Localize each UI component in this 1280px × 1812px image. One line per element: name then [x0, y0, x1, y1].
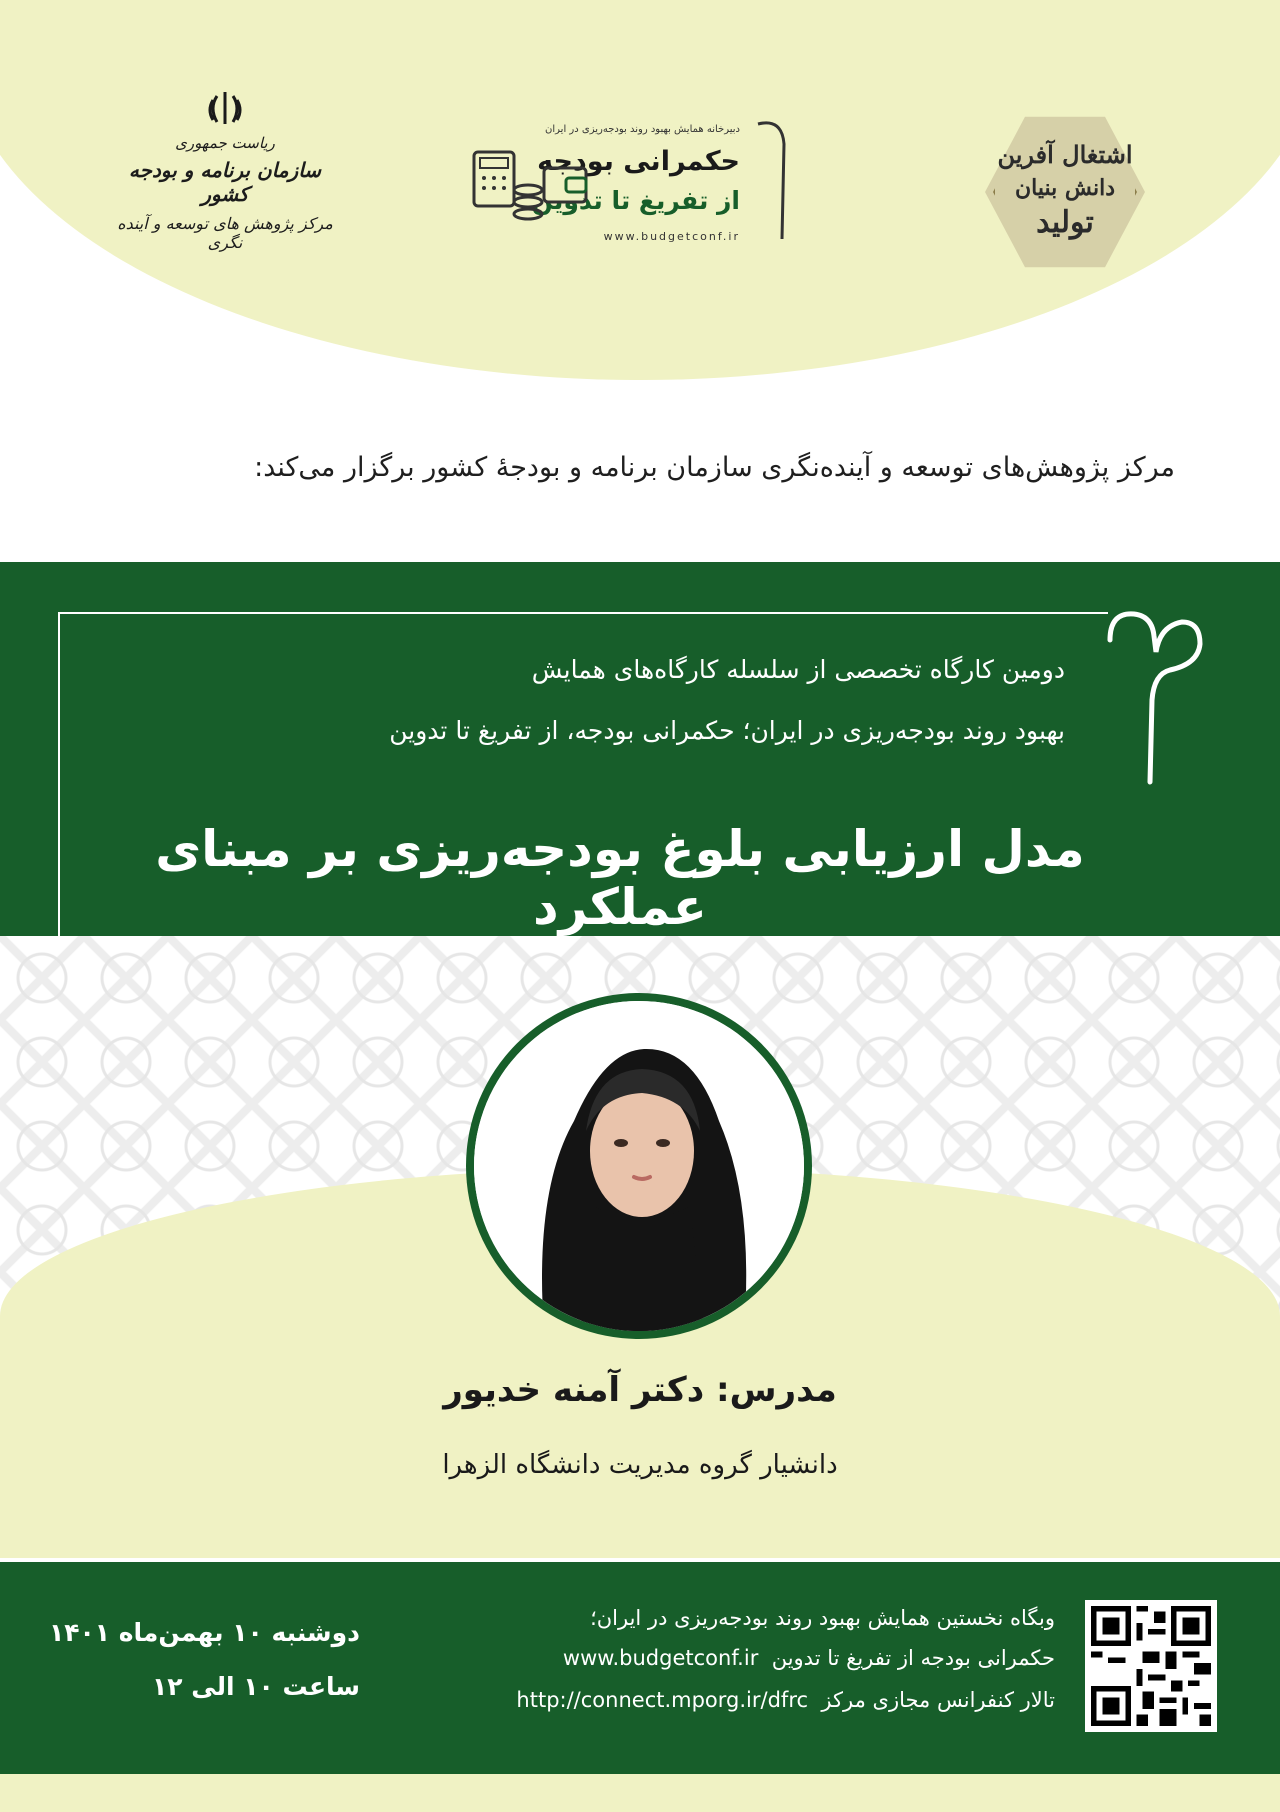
- footer-conference-name: حکمرانی بودجه از تفریغ تا تدوین: [771, 1646, 1055, 1670]
- speaker-photo: [474, 1001, 804, 1331]
- footer-website-caption: وبگاه نخستین همایش بهبود روند بودجه‌ریزی در ایران؛: [590, 1606, 1055, 1630]
- slogan-line-3: تولید: [1036, 205, 1094, 240]
- conference-logo-tagline: از تفریغ تا تدوین: [531, 186, 740, 215]
- conference-logo-subtitle: دبیرخانه همایش بهبود روند بودجه‌ریزی در ایران: [545, 124, 740, 135]
- speaker-portrait-icon: [474, 1001, 804, 1331]
- conference-logo-url: www.budgetconf.ir: [603, 230, 740, 243]
- slogan-line-2: دانش بنیان: [1015, 175, 1115, 201]
- qr-code[interactable]: [1085, 1600, 1217, 1732]
- plan-budget-org-logo: [110, 88, 340, 258]
- lecturer-affiliation: دانشیار گروه مدیریت دانشگاه الزهرا: [442, 1450, 838, 1480]
- footer-virtual-hall-line: [355, 1688, 1055, 1712]
- series-line-1: دومین کارگاه تخصصی از سلسله کارگاه‌های همایش: [531, 655, 1065, 684]
- calculator-coins-wallet-icon: [470, 146, 590, 236]
- event-date: دوشنبه ۱۰ بهمن‌ماه ۱۴۰۱: [49, 1618, 360, 1647]
- conference-logo: [470, 110, 800, 250]
- conference-logo-title: حکمرانی بودجه: [537, 146, 740, 177]
- workshop-number-two-icon: [1090, 600, 1210, 790]
- bottom-bar: [0, 1774, 1280, 1812]
- slogan-line-1: اشتغال آفرین: [997, 140, 1133, 169]
- organizer-statement: مرکز پژوهش‌های توسعه و آینده‌نگری سازمان برنامه و بودجهٔ کشور برگزار می‌کند:: [254, 452, 1175, 483]
- lecturer-name: مدرس: دکتر آمنه خدیور: [443, 1370, 837, 1410]
- qr-code-icon: [1091, 1606, 1211, 1726]
- plan-budget-org-name: سازمان برنامه و بودجه کشور: [128, 158, 322, 206]
- iran-emblem-icon: [205, 88, 245, 128]
- series-line-2: بهبود روند بودجه‌ریزی در ایران؛ حکمرانی بودجه، از تفریغ تا تدوین: [389, 716, 1065, 745]
- production-slogan-logo: [985, 112, 1145, 272]
- number-one-icon: [752, 114, 792, 246]
- footer-virtual-hall-label: تالار کنفرانس مجازی مرکز: [821, 1688, 1055, 1712]
- presidency-label: ریاست جمهوری: [175, 134, 275, 152]
- workshop-title: مدل ارزیابی بلوغ بودجه‌ریزی بر مبنای عملکرد: [155, 820, 1085, 936]
- footer-virtual-hall-link[interactable]: http://connect.mporg.ir/dfrc: [516, 1688, 809, 1712]
- footer-website-line: [355, 1646, 1055, 1670]
- event-time: ساعت ۱۰ الی ۱۲: [152, 1672, 360, 1701]
- footer-website-link[interactable]: www.budgetconf.ir: [562, 1646, 759, 1670]
- research-center-name: مرکز پژوهش های توسعه و آینده نگری: [117, 214, 333, 252]
